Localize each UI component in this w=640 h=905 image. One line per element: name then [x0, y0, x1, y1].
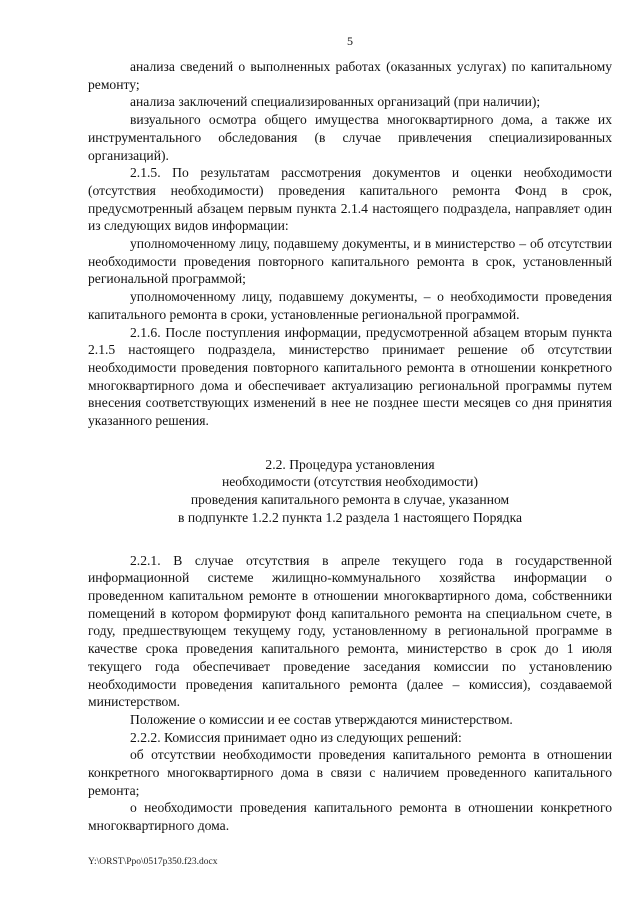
section-heading-line: 2.2. Процедура установления — [265, 456, 435, 472]
page-number: 5 — [347, 34, 353, 48]
section-heading-line: необходимости (отсутствия необходимости) — [222, 474, 478, 490]
paragraph: 2.1.5. По результатам рассмотрения документов и оценки необходимости (отсутствия необходимости) проведения капитального ремонта Фонд в срок, предусмотренный абзацем первым пункта 2.1.4 настоящего подраздела, направляет один из следующих видов информации: — [88, 165, 612, 234]
paragraph: Положение о комиссии и ее состав утверждаются министерством. — [130, 711, 513, 727]
section-heading-line: проведения капитального ремонта в случае, указанном — [190, 492, 510, 508]
section-heading — [88, 456, 612, 527]
paragraph: анализа сведений о выполненных работах (оказанных услугах) по капитальному ремонту; — [88, 59, 612, 92]
paragraph: уполномоченному лицу, подавшему документы, – о необходимости проведения капитального ремонта в сроки, установленные региональной программой. — [88, 289, 612, 322]
document-page — [88, 34, 612, 835]
footer-file-path: Y:\ORST\Ppo\0517p350.f23.docx — [88, 857, 218, 867]
paragraph: 2.1.6. После поступления информации, предусмотренной абзацем вторым пункта 2.1.5 настоящего подраздела, министерство принимает решение об отсутствии необходимости проведения повторного капитального ремонта в отношении конкретного многоквартирного дома и обеспечивает актуализацию региональной программы путем внесения соответствующих изменений в нее не позднее шести месяцев со дня принятия указанного решения. — [88, 324, 612, 429]
paragraph: о необходимости проведения капитального ремонта в отношении конкретного многоквартирного дома. — [88, 800, 612, 834]
paragraph: анализа заключений специализированных организаций (при наличии); — [130, 94, 541, 110]
paragraph: 2.2.2. Комиссия принимает одно из следующих решений: — [130, 729, 462, 745]
section-heading-line: в подпункте 1.2.2 пункта 1.2 раздела 1 настоящего Порядка — [178, 509, 522, 525]
paragraph: 2.2.1. В случае отсутствия в апреле текущего года в государственной информационной системе жилищно-коммунального хозяйства информации о проведенном капитальном ремонте в отношении многоквартирного дома, собственники помещений в котором формируют фонд капитального ремонта на специальном счете, в году, предшествующем текущему году, установленному в региональной программе в качестве срока проведения капитального ремонта, министерство в срок до 1 июля текущего года обеспечивает проведение заседания комиссии по установлению необходимости проведения капитального ремонта (далее – комиссия), создаваемой министерством. — [88, 552, 612, 710]
paragraph: визуального осмотра общего имущества многоквартирного дома, а также их инструментального обследования (в случае привлечения специализированных организаций). — [88, 112, 612, 163]
paragraph: об отсутствии необходимости проведения капитального ремонта в отношении конкретного многоквартирного дома в связи с наличием проведенного капитального ремонта; — [88, 747, 612, 798]
paragraph: уполномоченному лицу, подавшему документы, и в министерство – об отсутствии необходимости проведения повторного капитального ремонта в срок, установленный региональной программой; — [88, 236, 612, 287]
